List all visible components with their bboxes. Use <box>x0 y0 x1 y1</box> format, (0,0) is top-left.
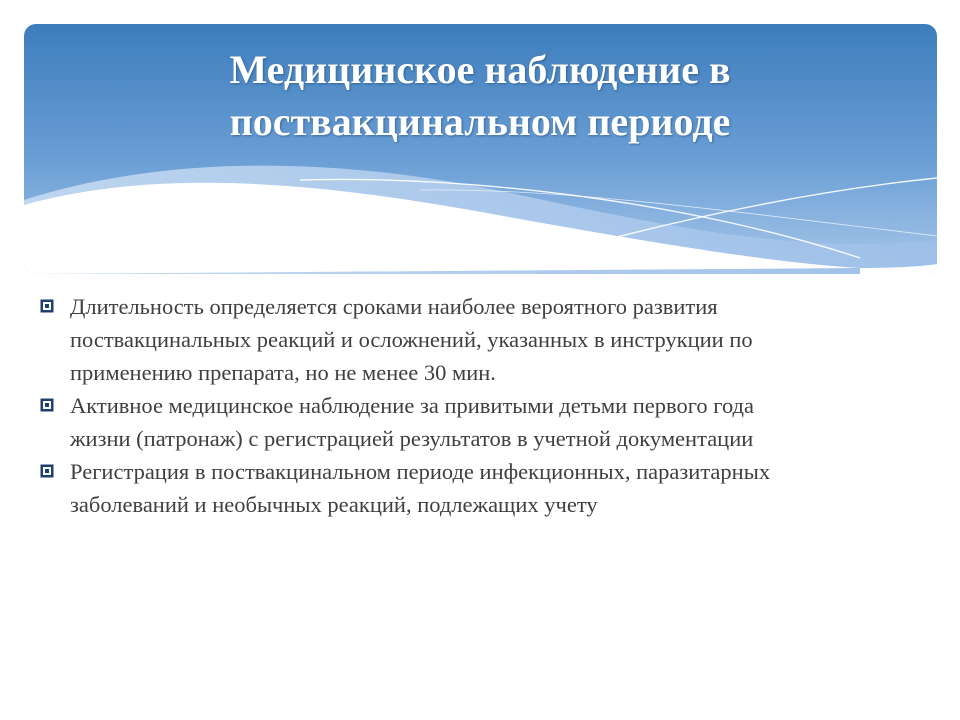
bullet-text-line: Регистрация в поствакцинальном периоде инфекционных, паразитарных <box>70 459 771 484</box>
bullet-item-registration <box>40 455 920 521</box>
slide-title-line-2: поствакцинальном периоде <box>229 99 731 144</box>
bullet-text-line: Длительность определяется сроками наиболее вероятного развития <box>70 294 718 319</box>
bullet-text-line: жизни (патронаж) с регистрацией результатов в учетной документации <box>70 426 754 451</box>
slide-title-line-1: Медицинское наблюдение в <box>229 47 731 92</box>
hollow-square-bullet-icon <box>40 299 54 313</box>
bullet-text-line: заболеваний и необычных реакций, подлежащих учету <box>70 492 598 517</box>
bullet-list <box>40 290 920 521</box>
hollow-square-bullet-icon <box>40 398 54 412</box>
bullet-item-duration <box>40 290 920 389</box>
bullet-text-line: применению препарата, но не менее 30 мин. <box>70 360 496 385</box>
bullet-item-active-observation <box>40 389 920 455</box>
slide-title <box>140 44 820 148</box>
bullet-text-line: Активное медицинское наблюдение за привитыми детьми первого года <box>70 393 754 418</box>
hollow-square-bullet-icon <box>40 464 54 478</box>
bullet-text-line: поствакцинальных реакций и осложнений, указанных в инструкции по <box>70 327 753 352</box>
